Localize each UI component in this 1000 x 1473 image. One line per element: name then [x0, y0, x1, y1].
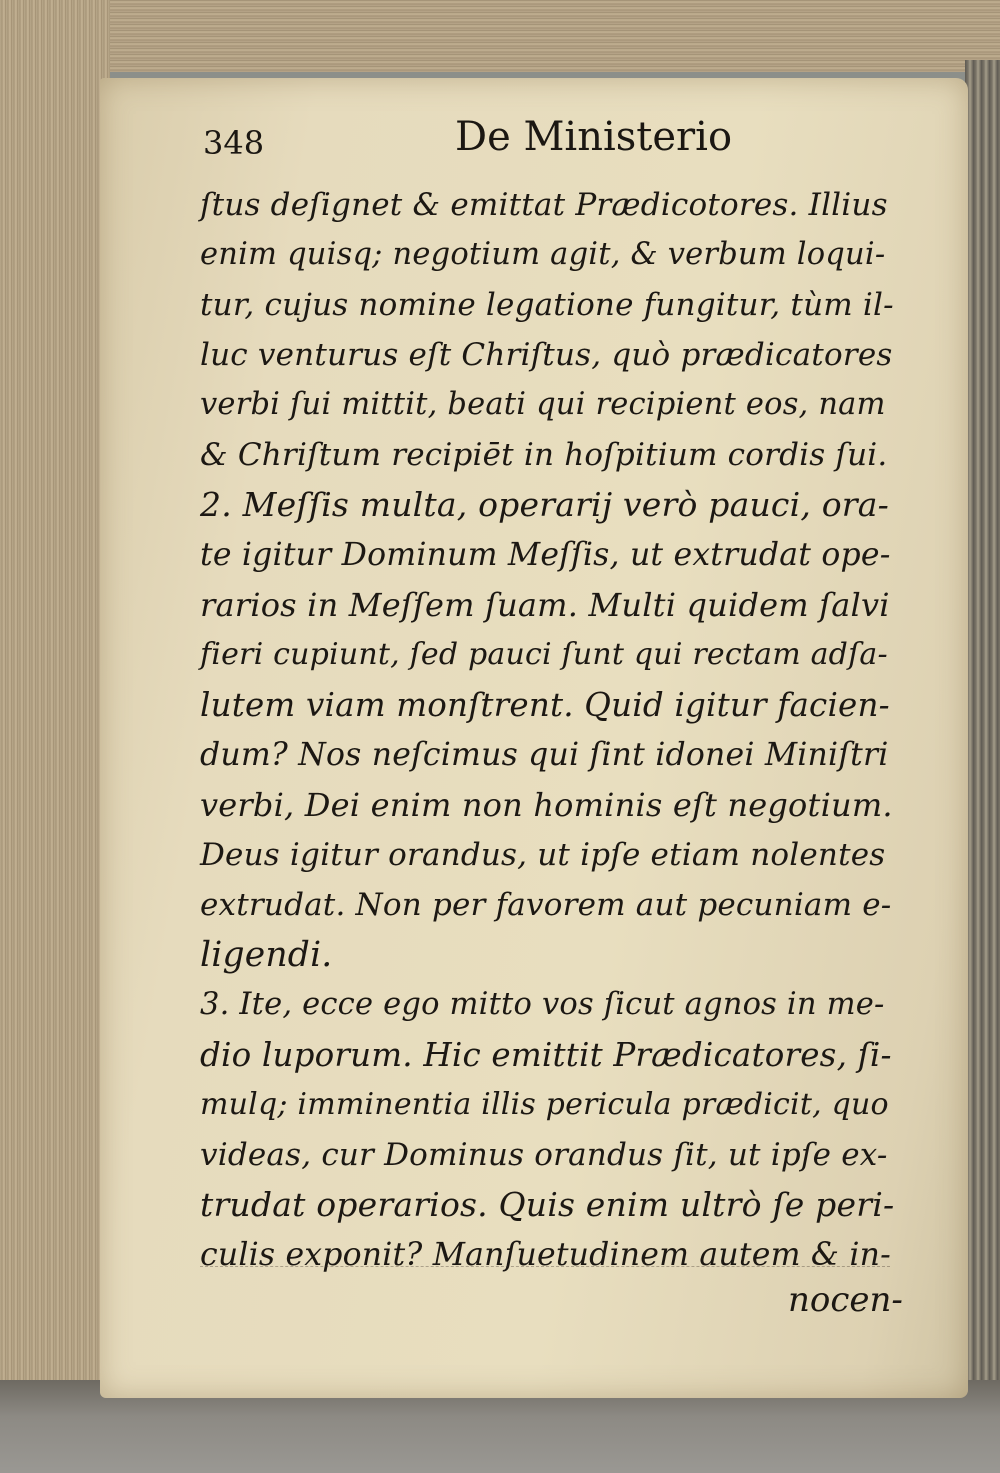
- text-line: 3. Ite, ecce ego mitto vos ſicut agnos in me-: [200, 987, 885, 1022]
- text-line: videas, cur Dominus orandus ſit, ut ipſe ex-: [200, 1137, 888, 1173]
- text-line: luc venturus eſt Chriſtus, quò prædicatores: [200, 337, 893, 373]
- text-line: 2. Meſſis multa, operarij verò pauci, ora-: [200, 485, 889, 524]
- catchword: nocen-: [788, 1280, 903, 1320]
- text-line: culis exponit? Manſuetudinem autem & in-: [200, 1237, 891, 1273]
- text-line: verbi ſui mittit, beati qui recipient eos, nam: [200, 387, 886, 422]
- running-head: De Ministerio: [455, 114, 733, 160]
- text-line: fieri cupiunt, ſed pauci ſunt qui rectam adſa-: [200, 637, 888, 672]
- page-number: 348: [203, 124, 265, 162]
- bottom-rule: [200, 1266, 890, 1267]
- text-line: extrudat. Non per favorem aut pecuniam e-: [200, 887, 892, 923]
- text-line: dum? Nos neſcimus qui ſint idonei Miniſtri: [200, 737, 889, 773]
- text-line: trudat operarios. Quis enim ultrò ſe peri-: [200, 1185, 895, 1224]
- text-line: Deus igitur orandus, ut ipſe etiam nolentes: [200, 837, 886, 873]
- text-line: enim quisq; negotium agit, & verbum loqui-: [200, 237, 886, 272]
- text-line: rarios in Meſſem ſuam. Multi quidem ſalvi: [200, 586, 890, 624]
- book-binding-edge: [965, 60, 1000, 1400]
- text-line: te igitur Dominum Meſſis, ut extrudat ope-: [200, 537, 891, 573]
- text-line: ſtus deſignet & emittat Prædicotores. Illius: [200, 187, 888, 223]
- text-line: dio luporum. Hic emittit Prædicatores, ſi-: [200, 1036, 892, 1074]
- book-top-edge: [0, 0, 1000, 72]
- text-line: & Chriſtum recipiēt in hoſpitium cordis ſui.: [200, 437, 888, 473]
- book-page-edges: [0, 0, 110, 1473]
- text-line: lutem viam monſtrent. Quid igitur facien-: [200, 686, 890, 724]
- text-line: verbi, Dei enim non hominis eſt negotium.: [200, 786, 893, 824]
- text-line: mulq; imminentia illis pericula prædicit, quo: [200, 1087, 889, 1122]
- text-line: ligendi.: [200, 935, 333, 975]
- page-header: [203, 112, 903, 162]
- text-line: tur, cujus nomine legatione fungitur, tùm il-: [200, 287, 894, 323]
